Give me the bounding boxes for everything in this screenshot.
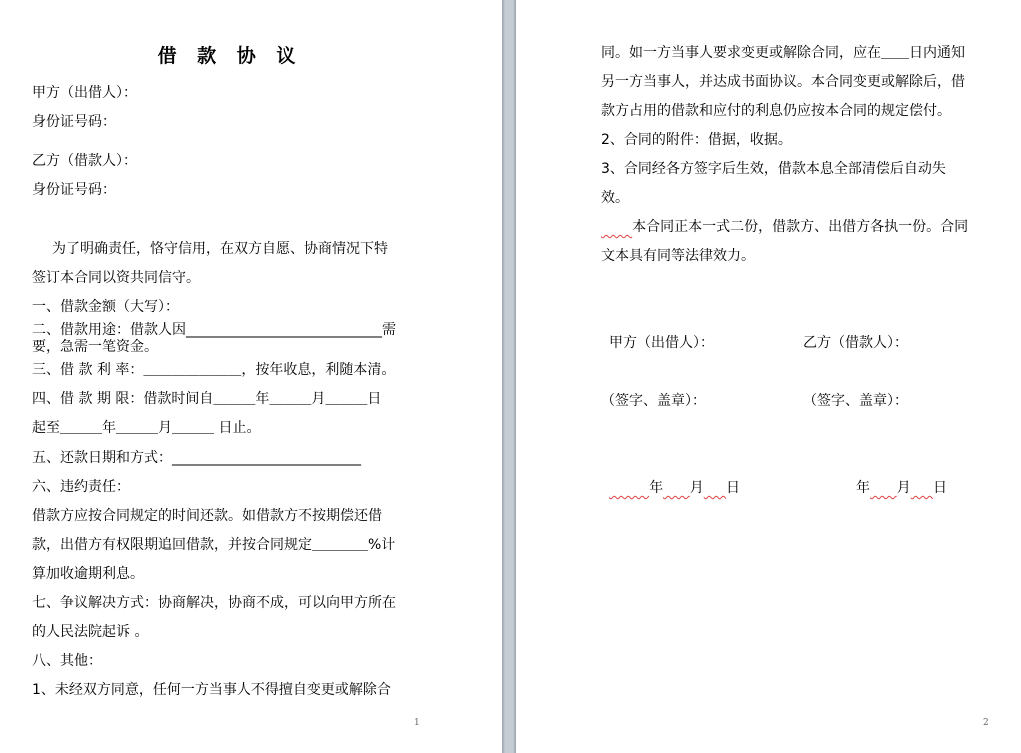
effect-clause-line-1: 3、合同经各方签字后生效，借款本息全部清偿后自动失: [601, 161, 946, 177]
clause-breach-line-2: 款，出借方有权限期追回借款，并按合同规定＿＿＿＿%计: [32, 537, 396, 553]
document-title: 借 款 协 议: [157, 45, 303, 67]
continued-line-3: 款方占用的借款和应付的利息仍应按本合同的规定偿付。: [601, 103, 951, 119]
sign-party-a-label: 甲方（出借人）：: [609, 335, 714, 351]
date-party-a: 年 月 日: [649, 480, 741, 496]
clause-other-heading: 八、其他：: [32, 653, 102, 669]
seal-party-b-label: （签字、盖章）：: [803, 393, 908, 409]
attachment-clause: 2、合同的附件：借据，收据。: [601, 132, 792, 148]
document-page-1: [0, 0, 502, 753]
clause-repayment: 五、还款日期和方式：___________________________: [32, 450, 361, 466]
clause-dispute-line-2: 的人民法院起诉 。: [32, 624, 149, 640]
clause-term-line-2: 起至＿＿＿年＿＿＿月＿＿＿ 日止。: [32, 420, 261, 436]
clause-breach-line-3: 算加收逾期利息。: [32, 566, 144, 582]
preamble-line-1: 为了明确责任，恪守信用，在双方自愿、协商情况下特: [52, 241, 388, 257]
clause-purpose-line-1: 二、借款用途：借款人因____________________________需: [32, 322, 396, 338]
document-page-2: [516, 0, 1021, 753]
party-b-id-label: 身份证号码：: [32, 182, 116, 198]
page-number: 2: [983, 718, 989, 728]
party-a-label: 甲方（出借人）：: [32, 85, 137, 101]
continued-line-1: 同。如一方当事人要求变更或解除合同，应在＿＿日内通知: [601, 45, 965, 61]
continued-line-2: 另一方当事人，并达成书面协议。本合同变更或解除后，借: [601, 74, 965, 90]
clause-dispute-line-1: 七、争议解决方式：协商解决，协商不成，可以向甲方所在: [32, 595, 396, 611]
clause-amount: 一、借款金额（大写）：: [32, 299, 179, 315]
clause-breach-heading: 六、违约责任：: [32, 479, 130, 495]
clause-interest-rate: 三、借 款 利 率：＿＿＿＿＿＿＿，按年收息，利随本清。: [32, 362, 396, 378]
party-b-label: 乙方（借款人）：: [32, 153, 137, 169]
page-gutter: [502, 0, 516, 753]
clause-purpose-line-2: 要，急需一笔资金。: [32, 339, 158, 355]
party-a-id-label: 身份证号码：: [32, 114, 116, 130]
clause-other-line-1: 1、未经双方同意，任何一方当事人不得擅自变更或解除合: [32, 682, 391, 698]
seal-party-a-label: （签字、盖章）：: [601, 393, 706, 409]
sign-party-b-label: 乙方（借款人）：: [803, 335, 908, 351]
date-party-b: 年 月 日: [856, 480, 947, 496]
effect-clause-line-2: 效。: [601, 190, 629, 206]
copies-clause-line-2: 文本具有同等法律效力。: [601, 248, 755, 264]
preamble-line-2: 签订本合同以资共同信守。: [32, 270, 200, 286]
copies-clause-line-1: 本合同正本一式二份，借款方、出借方各执一份。合同: [632, 219, 969, 235]
clause-breach-line-1: 借款方应按合同规定的时间还款。如借款方不按期偿还借: [32, 508, 382, 524]
page-number: 1: [414, 718, 420, 728]
clause-term-line-1: 四、借 款 期 限：借款时间自＿＿＿年＿＿＿月＿＿＿日: [32, 391, 382, 407]
